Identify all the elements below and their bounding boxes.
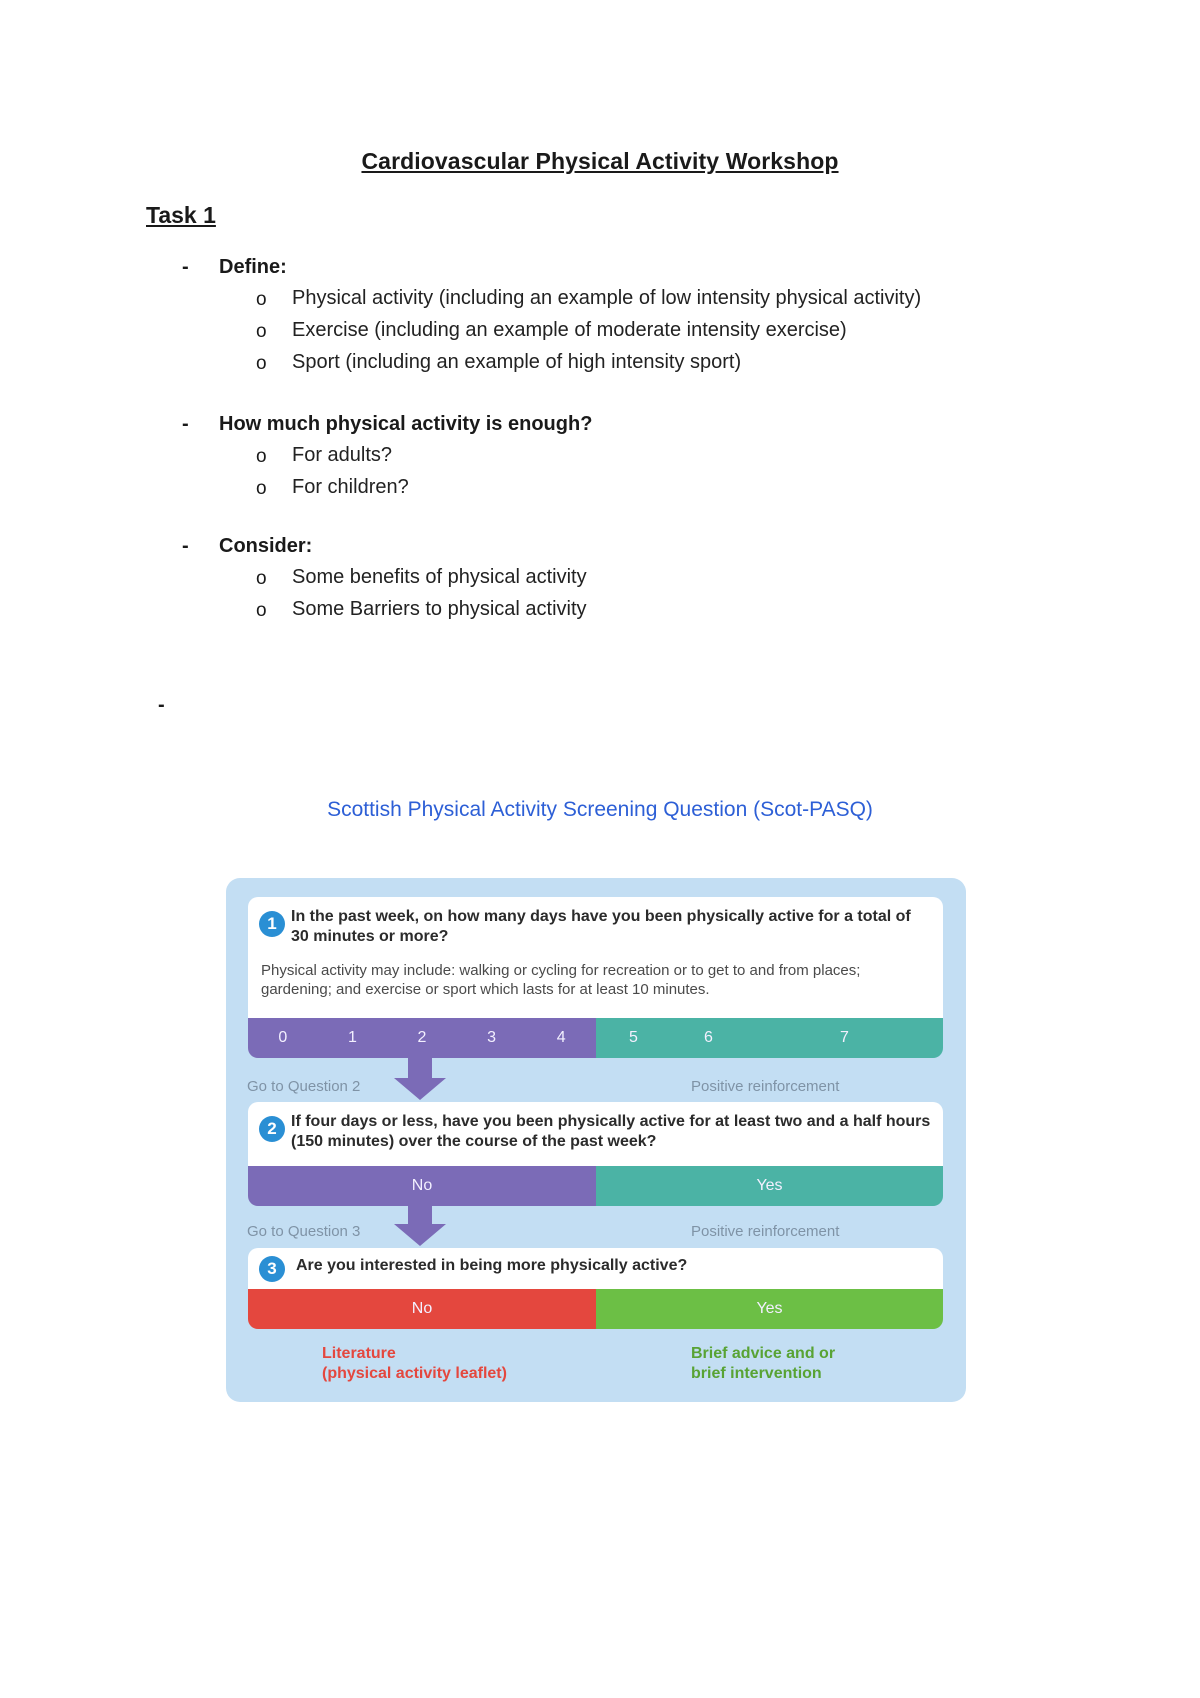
day-option: 5	[629, 1029, 638, 1046]
bullet-icon: o	[256, 353, 267, 374]
day-option: 7	[840, 1029, 849, 1046]
document-title: Cardiovascular Physical Activity Workshop	[361, 148, 839, 174]
list-item-text: Physical activity (including an example of low intensity physical activity)	[292, 287, 922, 309]
down-arrow-icon	[394, 1056, 446, 1100]
question-2-text: If four days or less, have you been physically active for at least two and a half hours (150 minutes) over the course of the past week?	[291, 1113, 931, 1150]
question-number-badge: 1	[259, 911, 285, 937]
day-option: 4	[556, 1029, 566, 1046]
list-item-text: For children?	[292, 476, 409, 498]
bullet-icon: o	[256, 289, 267, 310]
empty-list-dash: -	[158, 694, 165, 716]
task-heading: Task 1	[146, 202, 216, 228]
section-dash: -	[182, 535, 189, 557]
outcome-line: Literature	[322, 1345, 396, 1362]
outcome-line: Brief advice and or	[691, 1345, 836, 1362]
question-2-yes-option: Yes	[596, 1166, 943, 1206]
bullet-icon: o	[256, 446, 267, 467]
section-dash: -	[182, 413, 189, 435]
bullet-icon: o	[256, 321, 267, 342]
day-option: 3	[487, 1029, 497, 1046]
section-heading: Consider:	[219, 535, 313, 557]
go-to-question-2-label: Go to Question 2	[247, 1078, 361, 1095]
question-2-answer-bar	[248, 1166, 943, 1206]
bullet-icon: o	[256, 568, 267, 589]
question-3-yes-option: Yes	[596, 1289, 943, 1329]
days-low-group	[248, 1018, 596, 1058]
question-3-card	[248, 1248, 943, 1289]
outcome-line: (physical activity leaflet)	[322, 1365, 507, 1382]
positive-reinforcement-label: Positive reinforcement	[691, 1223, 840, 1240]
question-1-note: Physical activity may include: walking or cycling for recreation or to get to and from places; gardening; and exercise or sport which lasts for at least 10 minutes.	[261, 962, 861, 998]
question-number-badge: 2	[259, 1116, 285, 1142]
question-number-badge: 3	[259, 1256, 285, 1282]
bullet-icon: o	[256, 600, 267, 621]
days-high-group	[596, 1018, 943, 1058]
question-2-card	[248, 1102, 943, 1166]
section-heading: Define:	[219, 256, 287, 278]
brief-advice-outcome	[691, 1344, 835, 1384]
question-2-no-option: No	[248, 1166, 596, 1206]
day-option: 6	[704, 1029, 713, 1046]
list-item-text: Sport (including an example of high intensity sport)	[292, 351, 742, 373]
question-3-no-option: No	[248, 1289, 596, 1329]
list-item-text: For adults?	[292, 444, 393, 466]
question-1-text: In the past week, on how many days have you been physically active for a total of 30 minutes or more?	[291, 908, 911, 945]
question-3-text: Are you interested in being more physically active?	[296, 1257, 688, 1274]
day-option: 2	[417, 1029, 427, 1046]
bullet-icon: o	[256, 478, 267, 499]
down-arrow-icon	[394, 1202, 446, 1246]
day-scale-bar	[248, 1018, 943, 1058]
question-1-card	[248, 897, 943, 1018]
day-option: 1	[347, 1029, 357, 1046]
positive-reinforcement-label: Positive reinforcement	[691, 1078, 840, 1095]
list-item-text: Exercise (including an example of moderate intensity exercise)	[292, 319, 847, 341]
go-to-question-3-label: Go to Question 3	[247, 1223, 361, 1240]
literature-outcome	[322, 1344, 507, 1384]
section-heading: How much physical activity is enough?	[219, 413, 593, 435]
section-dash: -	[182, 256, 189, 278]
outcome-line: brief intervention	[691, 1365, 822, 1382]
question-3-answer-bar	[248, 1289, 943, 1329]
day-option: 0	[278, 1029, 288, 1046]
figure-caption: Scottish Physical Activity Screening Question (Scot-PASQ)	[327, 798, 873, 821]
list-item-text: Some Barriers to physical activity	[292, 598, 587, 620]
scot-pasq-figure	[226, 878, 966, 1402]
list-item-text: Some benefits of physical activity	[292, 566, 587, 588]
